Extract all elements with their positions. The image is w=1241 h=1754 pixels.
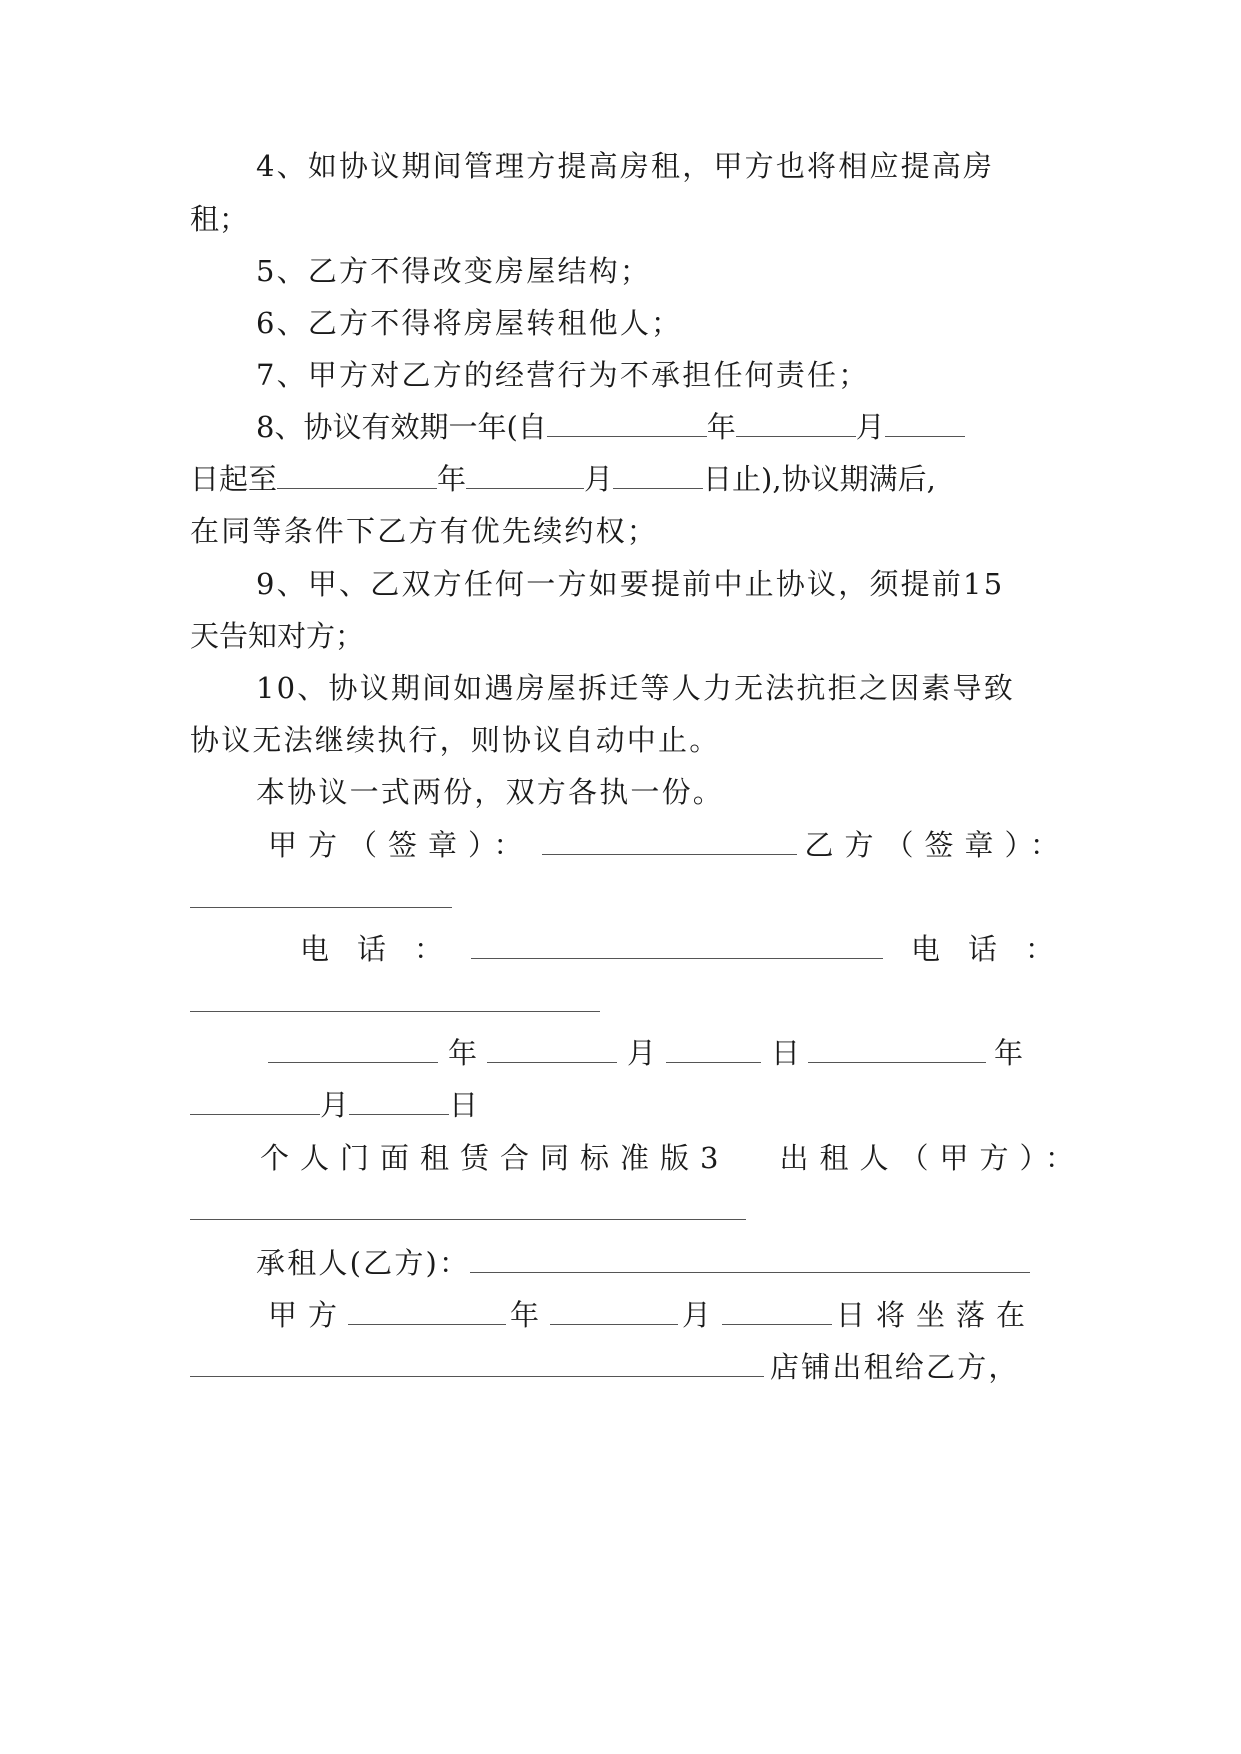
copies-note: 本协议一式两份，双方各执一份。 — [256, 775, 725, 809]
lessor-blank — [190, 1219, 746, 1220]
party-b-month-blank — [190, 1088, 320, 1115]
clause-8-line-2: 日起至 年 月 日止),协议期满后, — [190, 462, 936, 496]
clause-5: 5、乙方不得改变房屋结构； — [256, 254, 652, 288]
end-day-blank — [613, 462, 703, 489]
clause-10-line-1: 10、协议期间如遇房屋拆迁等人力无法抗拒之因素导致 — [256, 671, 1015, 705]
party-a-month-blank — [487, 1036, 617, 1063]
party-b-day-blank — [349, 1088, 449, 1115]
date-row-continued: 月 日 — [190, 1087, 1050, 1123]
party-b-phone-blank — [190, 1011, 600, 1012]
party-a-signature-blank — [542, 828, 797, 855]
lease-day-blank — [722, 1298, 832, 1325]
lessor-label: 出租人（甲方）： — [779, 1141, 1085, 1175]
lease-month-blank — [550, 1298, 678, 1325]
clause-7: 7、甲方对乙方的经营行为不承担任何责任； — [256, 358, 870, 392]
party-b-year-blank — [808, 1036, 986, 1063]
start-month-blank — [736, 410, 856, 437]
date-row: 年 月 日 年 — [268, 1035, 1050, 1071]
phone-row: 电话： 电话： — [300, 932, 1083, 966]
clause-6: 6、乙方不得将房屋转租他人； — [256, 306, 683, 340]
party-b-signature-blank — [190, 907, 452, 908]
clause-8-line-1: 8、协议有效期一年(自 年 月 — [256, 409, 1050, 445]
clause-9-line-2: 天告知对方； — [190, 619, 365, 653]
clause-4-line-2: 租； — [190, 202, 249, 236]
lessee-blank — [470, 1246, 1030, 1273]
start-day-blank — [885, 410, 965, 437]
lessee-row: 承租人(乙方)： — [256, 1245, 1050, 1281]
premises-row-continued: 店铺出租给乙方， — [190, 1349, 1050, 1385]
shop-location-blank — [190, 1350, 764, 1377]
clause-4-line-1: 4、如协议期间管理方提高房租，甲方也将相应提高房 — [256, 149, 995, 183]
clause-9-line-1: 9、甲、乙双方任何一方如要提前中止协议，须提前15 — [256, 567, 1005, 601]
start-year-blank — [547, 410, 707, 437]
clause-8-line-3: 在同等条件下乙方有优先续约权； — [190, 514, 659, 548]
party-a-day-blank — [666, 1036, 761, 1063]
contract-3-title: 个人门面租赁合同标准版3 — [260, 1141, 730, 1175]
party-a-phone-blank — [471, 932, 883, 959]
end-month-blank — [466, 462, 584, 489]
end-year-blank — [277, 462, 437, 489]
lease-year-blank — [348, 1298, 506, 1325]
party-signature-row: 甲方（签章）： 乙方（签章）： — [268, 828, 1071, 862]
clause-10-line-2: 协议无法继续执行，则协议自动中止。 — [190, 723, 721, 757]
premises-row: 甲方 年 月 日将坐落在 — [268, 1298, 1037, 1332]
party-a-year-blank — [268, 1036, 438, 1063]
contract-3-heading-row — [260, 1140, 1085, 1176]
